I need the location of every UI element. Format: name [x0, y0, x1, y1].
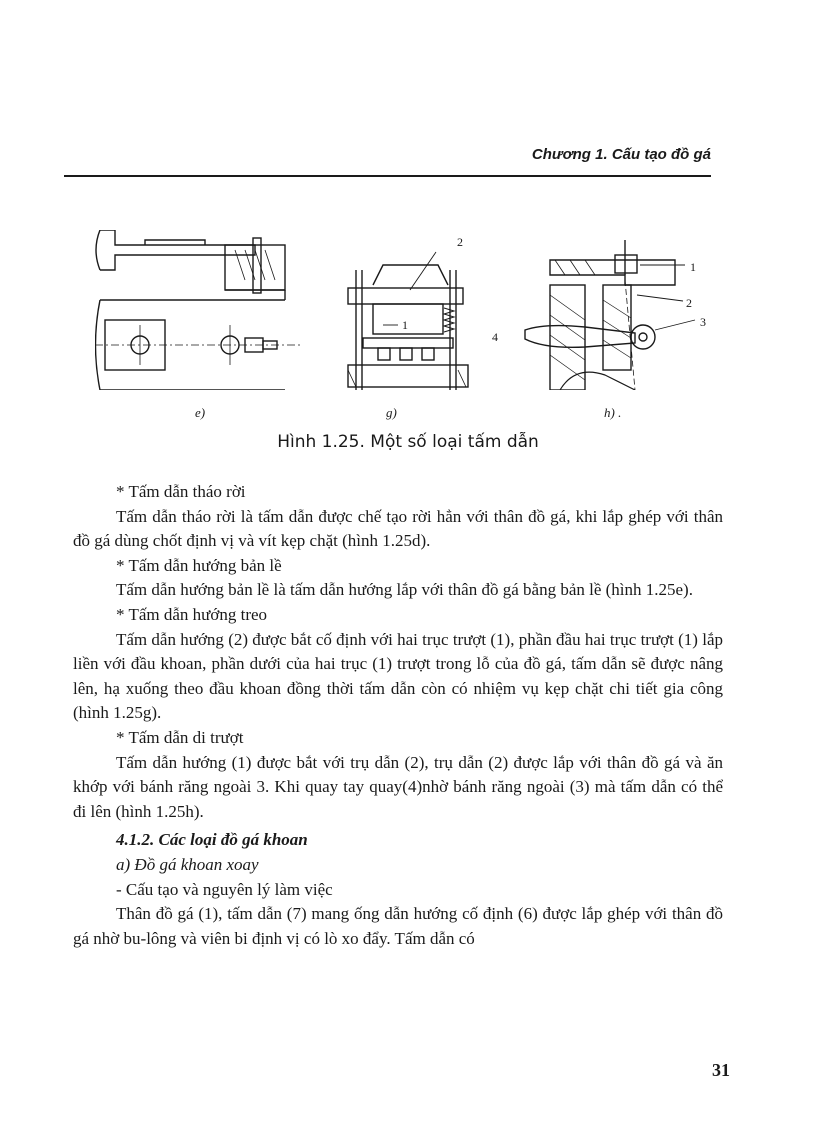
- figure-1-25: [0, 225, 816, 425]
- callout-h-1: 1: [690, 260, 696, 274]
- callout-h-2: 2: [686, 296, 692, 310]
- drawing-e: [95, 230, 300, 390]
- paragraph: Tấm dẫn hướng (1) được bắt với trụ dẫn (2), trụ dẫn (2) được lắp với thân đồ gá và ăn khớp với bánh răng ngoài 3. Khi quay tay quay(4)nhờ bánh răng ngoài (3) mà tấm dẫn có thể đi lên (hình 1.25h).: [73, 752, 723, 821]
- section-heading: 4.1.2. Các loại đồ gá khoan: [116, 830, 308, 850]
- callout-h-4: 4: [492, 330, 498, 344]
- paragraph: Tấm dẫn hướng (2) được bắt cố định với hai trục trượt (1), phần đầu hai trục trượt (1) lắp liền với đầu khoan, phần dưới của hai trục (1) trượt trong lỗ của đồ gá, tấm dẫn sẽ được nâng lên, hạ xuống theo đầu khoan đồng thời tấm dẫn còn có nhiệm vụ kẹp chặt chi tiết gia công (hình 1.25g).: [73, 629, 723, 723]
- callout-h-3: 3: [700, 315, 706, 329]
- figure-caption: Hình 1.25. Một số loại tấm dẫn: [277, 432, 539, 452]
- page-number: 31: [712, 1060, 730, 1080]
- callout-g-1: 1: [402, 318, 408, 332]
- paragraph: Thân đồ gá (1), tấm dẫn (7) mang ống dẫn hướng cố định (6) được lắp ghép với thân đồ gá nhờ bu-lông và viên bi định vị có lò xo đẩy. Tấm dẫn có: [73, 904, 723, 948]
- item-heading: * Tấm dẫn hướng bản lề: [116, 555, 282, 575]
- item-heading: * Tấm dẫn tháo rời: [116, 482, 246, 501]
- paragraph: Tấm dẫn hướng bản lề là tấm dẫn hướng lắp với thân đồ gá bằng bản lề (hình 1.25e).: [116, 580, 693, 600]
- drawing-g: [338, 230, 478, 390]
- drawing-h: [505, 235, 705, 390]
- body-text: [73, 480, 723, 951]
- item-heading: * Tấm dẫn di trượt: [116, 727, 244, 747]
- list-item: - Cấu tạo và nguyên lý làm việc: [116, 879, 333, 899]
- paragraph: Tấm dẫn tháo rời là tấm dẫn được chế tạo rời hẳn với thân đồ gá, khi lắp ghép với thân đồ gá dùng chốt định vị và vít kẹp chặt (hình 1.25d).: [73, 506, 723, 551]
- sublabel-h: h) .: [604, 405, 622, 420]
- header-rule: [64, 175, 711, 177]
- item-heading: * Tấm dẫn hướng treo: [116, 604, 268, 624]
- chapter-header: Chương 1. Cấu tạo đồ gá: [531, 146, 711, 163]
- callout-g-2: 2: [457, 235, 463, 249]
- subsection-heading: a) Đồ gá khoan xoay: [116, 854, 259, 874]
- sublabel-g: g): [386, 405, 397, 420]
- sublabel-e: e): [195, 405, 206, 420]
